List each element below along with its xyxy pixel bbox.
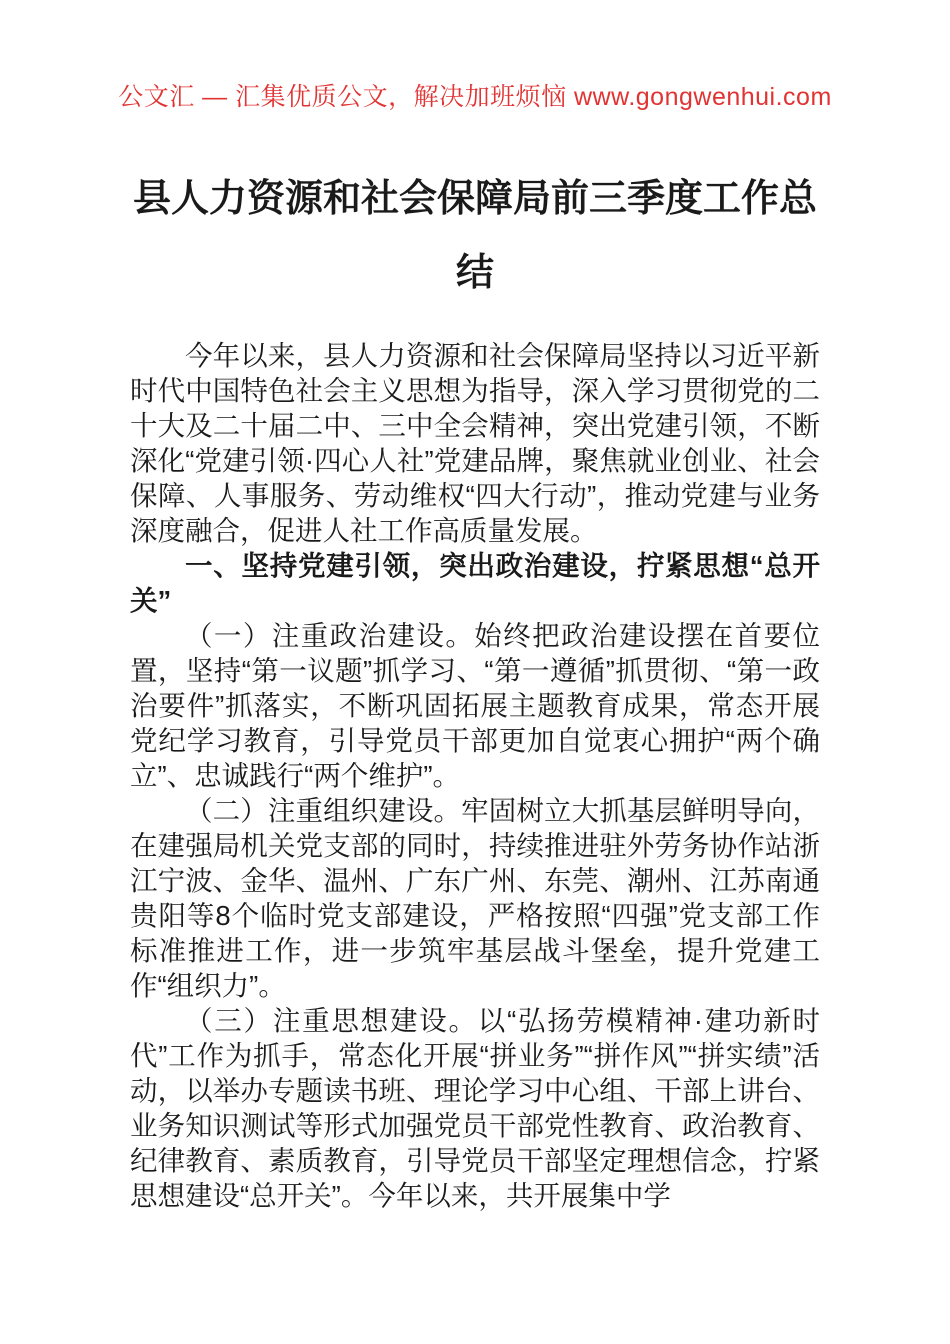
section-1-heading: 一、坚持党建引领，突出政治建设，拧紧思想“总开关” [130,550,820,616]
site-banner-text: 公文汇 — 汇集优质公文，解决加班烦恼 www.gongwenhui.com [118,83,832,111]
item-1-paragraph: （一）注重政治建设。始终把政治建设摆在首要位置，坚持“第一议题”抓学习、“第一遵循”抓贯彻、“第一政治要件”抓落实，不断巩固拓展主题教育成果，常态开展党纪学习教育，引导党员干部更加自觉衷心拥护“两个确立”、忠诚践行“两个维护”。 [130,620,820,791]
site-banner [0,84,950,110]
item-2-paragraph: （二）注重组织建设。牢固树立大抓基层鲜明导向，在建强局机关党支部的同时，持续推进驻外劳务协作站浙江宁波、金华、温州、广东广州、东莞、潮州、江苏南通贵阳等8个临时党支部建设，严格按照“四强”党支部工作标准推进工作，进一步筑牢基层战斗堡垒，提升党建工作“组织力”。 [130,795,820,1001]
document-title: 县人力资源和社会保障局前三季度工作总结 [132,178,817,294]
item-3-paragraph: （三）注重思想建设。以“弘扬劳模精神·建功新时代”工作为抓手，常态化开展“拼业务”“拼作风”“拼实绩”活动，以举办专题读书班、理论学习中心组、干部上讲台、业务知识测试等形式加强党员干部党性教育、政治教育、纪律教育、素质教育，引导党员干部坚定理想信念，拧紧思想建设“总开关”。今年以来，共开展集中学 [130,1005,820,1211]
intro-paragraph: 今年以来，县人力资源和社会保障局坚持以习近平新时代中国特色社会主义思想为指导，深入学习贯彻党的二十大及二十届二中、三中全会精神，突出党建引领，不断深化“党建引领·四心人社”党建品牌，聚焦就业创业、社会保障、人事服务、劳动维权“四大行动”，推动党建与业务深度融合，促进人社工作高质量发展。 [130,340,820,546]
document-body [130,338,820,1213]
